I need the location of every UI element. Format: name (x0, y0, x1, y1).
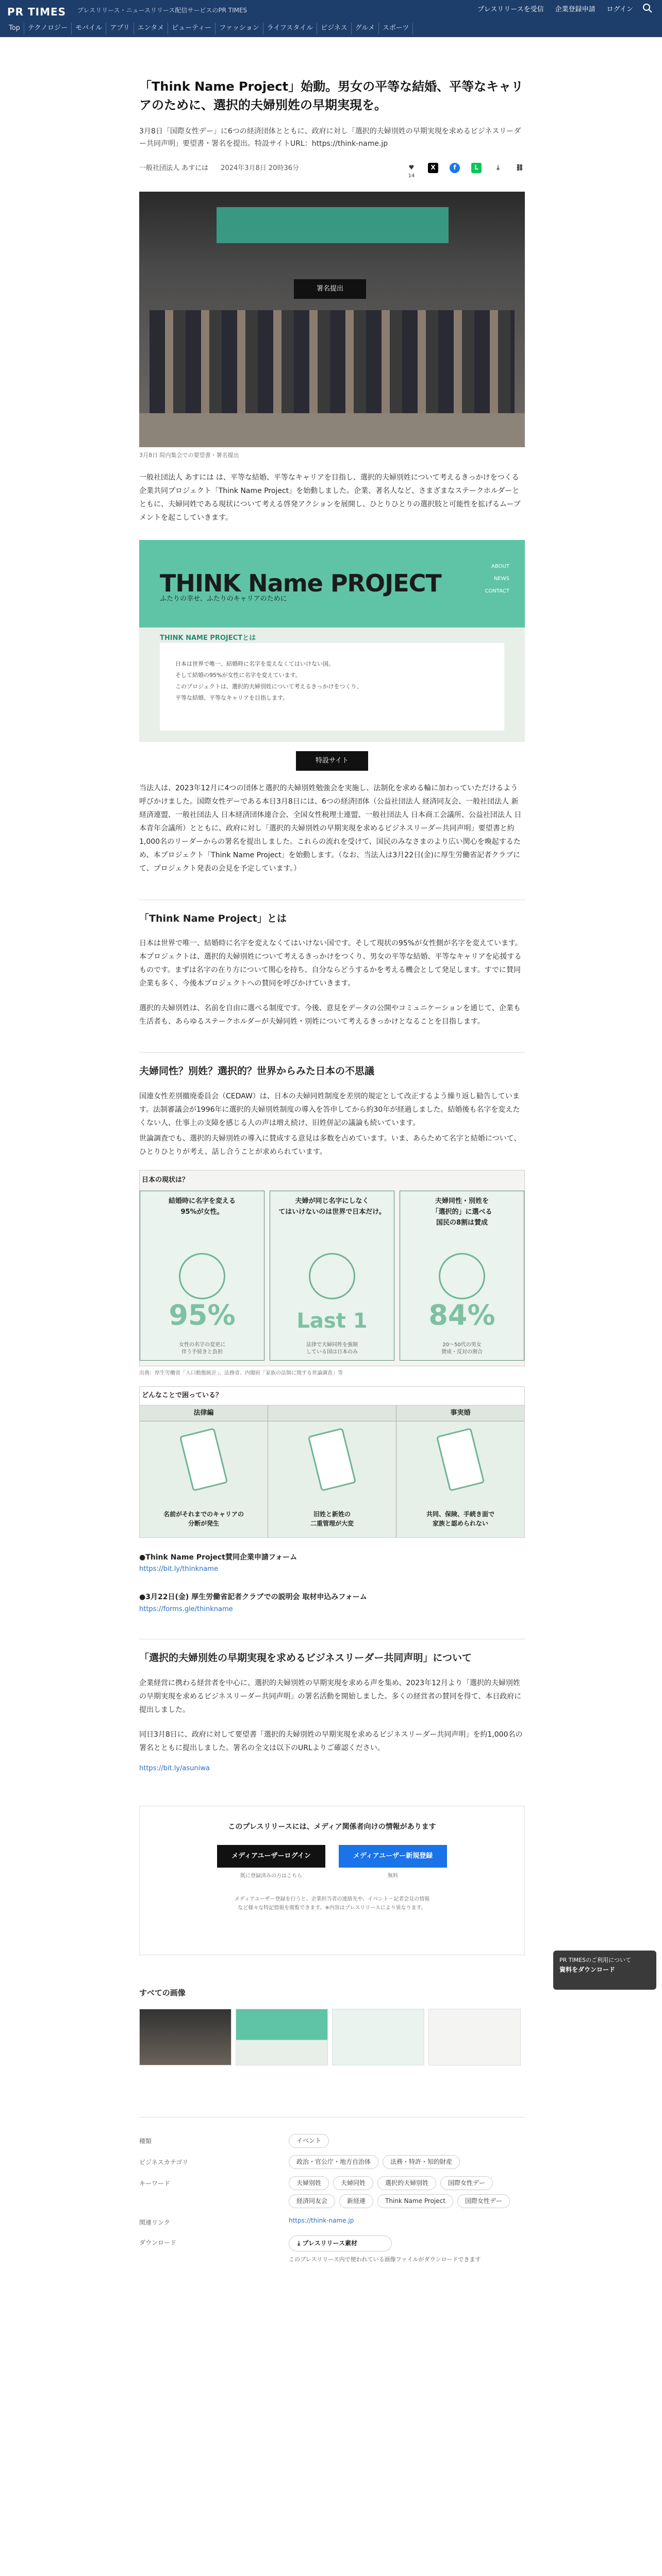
keyword-tag[interactable]: 選択的夫婦別姓 (377, 2176, 436, 2190)
photo-caption: 3月8日 院内集会での要望書・署名提出 (139, 451, 239, 459)
media-box-title: このプレスリリースには、メディア関係者向けの情報があります (228, 1823, 436, 1832)
problem-label: 旧姓と新姓の 二重管理が大変 (310, 1510, 354, 1527)
press-conference-label: ●3月22日(金) 厚生労働省記者クラブでの説明会 取材申込みフォーム (139, 1593, 367, 1602)
media-login-button[interactable]: メディアユーザーログイン (217, 1845, 325, 1868)
background-paragraph: 当法人は、2023年12月に4つの団体と選択的夫婦別姓勉強会を実施し、法制化を求める輪に加わっていただけるよう呼びかけました。国際女性デーである本日3月8日には、6つの経済団体（公益社団法人 経済同友会、一般社団法人 新経済連盟、一般社団法人 日本経済団体連合会、全国女性税理士連盟、一般社団法人 日本商工会議所、公益社団法人 日本青年会議所）とともに、政府に対し「選択的夫婦別姓の早期実現を求めるビジネスリーダー共同声明」要望書と約1,000名のリーダーからの署名を提出しました。これらの流れを受けて、国民のみなさまのより広い関心を喚起するため、本プロジェクト「Think Name Project」を始動します。（なお、当法人は3月22日(金)に厚生労働省記者クラブにて、プロジェクト発表の会見を予定しています。） (139, 784, 522, 873)
share-bar (406, 163, 525, 179)
pie-icon (439, 1253, 485, 1299)
status-infographic[interactable] (139, 1170, 525, 1366)
x-share-icon[interactable]: X (428, 163, 438, 173)
media-register-button[interactable]: メディアユーザー新規登録 (339, 1845, 447, 1868)
infographic-cards (140, 1191, 524, 1366)
media-register-note: 無料 (388, 1873, 398, 1879)
nav-business[interactable]: ビジネス (317, 23, 352, 35)
insurance-card-illustration-icon (436, 1428, 485, 1492)
stat-card-head: 夫婦同性・別姓を 「選択的」に選べる 国民の8割は賛成 (432, 1197, 492, 1227)
photo-people (150, 310, 515, 413)
stat-card-support (400, 1191, 524, 1361)
nav-mobile[interactable]: モバイル (72, 23, 106, 35)
site-box-line: 平等な結婚、平等なキャリアを目指します。 (175, 694, 289, 702)
category-tag[interactable]: 法務・特許・知的財産 (383, 2155, 460, 2169)
stat-card-value: 84% (428, 1298, 495, 1331)
globe-icon (309, 1253, 355, 1299)
business-category-label: ビジネスカテゴリ (139, 2159, 189, 2166)
problem-column-head (268, 1405, 396, 1421)
problem-column (140, 1405, 268, 1537)
press-conference-link[interactable]: https://forms.gle/thinkname (139, 1605, 233, 1613)
problem-label: 名前がそれまでのキャリアの 分断が発生 (163, 1510, 244, 1527)
type-row (139, 2134, 525, 2148)
site-box-line: そして結婚の95%が女性に名字を変えています。 (175, 672, 301, 679)
site-box-title: THINK NAME PROJECTとは (160, 634, 256, 642)
media-register-group (339, 1845, 447, 1881)
company-link[interactable]: 一般社団法人 あすには (139, 164, 209, 172)
stat-card-note: 20〜50代の男女 賛成・反対の割合 (441, 1342, 483, 1355)
stat-card-value: Last 1 (296, 1309, 368, 1333)
world-paragraph-2: 世論調査でも、選択的夫婦別姓の導入に賛成する意見は多数を占めています。いま、あらためて名字と結婚について、ひとりひとりが考え、話し合うことが求められています。 (139, 1134, 521, 1156)
problem-column (396, 1405, 524, 1537)
site-header (0, 0, 662, 37)
site-tagline-text: ふたりの幸せ、ふたりのキャリアのために (160, 595, 287, 603)
keyword-tag[interactable]: Think Name Project (377, 2194, 453, 2208)
download-icon[interactable]: ⤓ (496, 164, 500, 172)
stat-card-value: 95% (169, 1298, 236, 1331)
event-photo[interactable] (139, 192, 525, 447)
problem-label: 共同、保険、手続き面で 家族と認められない (426, 1510, 494, 1527)
site-box-line: 日本は世界で唯一、結婚時に名字を変えなくてはいけない国。 (175, 660, 334, 668)
stat-card-head: 夫婦が同じ名字にしなく てはいけないのは世界で日本だけ。 (278, 1197, 386, 1216)
stat-card-name-change (140, 1191, 264, 1361)
problem-column (268, 1405, 396, 1537)
press-material-download-button[interactable] (289, 2235, 392, 2251)
article-title: 「Think Name Project」始動。男女の平等な結婚、平等なキャリアのために、選択的夫婦別姓の早期実現を。 (139, 79, 524, 112)
keyword-tag[interactable]: 夫婦同姓 (333, 2176, 373, 2190)
stat-card-head: 結婚時に名字を変える 95%が女性。 (168, 1197, 236, 1216)
stat-card-note: 女性の名字の変更に 伴う手続きと負担 (179, 1342, 225, 1355)
section-heading-world: 夫婦同性？別姓？選択的？世界からみた日本の不思議 (139, 1052, 525, 1079)
infographic-source: 出典：厚生労働省「人口動態統計」、法務省、内閣府「家族の法制に関する世論調査」等 (139, 1370, 343, 1377)
document-illustration-icon (308, 1428, 357, 1492)
petition-link[interactable]: https://bit.ly/asuniwa (139, 1765, 210, 1773)
receive-press-link[interactable]: プレスリリースを受信 (477, 6, 544, 13)
form-link[interactable]: https://bit.ly/thinkname (139, 1565, 218, 1573)
share-count: 14 (408, 173, 415, 179)
nav-gourmet[interactable]: グルメ (352, 23, 379, 35)
nav-top[interactable]: Top (5, 23, 24, 35)
download-icon: ⤓ (297, 2240, 303, 2247)
photo-sign: 署名提出 (294, 279, 366, 299)
keyword-tag[interactable]: 新経連 (339, 2194, 373, 2208)
article (139, 77, 525, 2265)
world-paragraph: 国連女性差別撤廃委員会（CEDAW）は、日本の夫婦同姓制度を差別的規定として改正するよう繰り返し勧告しています。法制審議会が1996年に選択的夫婦別姓制度の導入を答申してから約30年が経過しました。結婚後も名字を変えたくない人、仕事上の支障を感じる人の声は増え続け、旧姓併記の議論も続いています。 (139, 1092, 520, 1127)
publish-date: 2024年3月8日 20時36分 (221, 164, 299, 172)
infographic-title: 日本の現状は？ (142, 1176, 189, 1184)
like-button[interactable] (406, 163, 417, 179)
nav-fashion[interactable]: ファッション (216, 23, 263, 35)
facebook-share-icon[interactable]: f (450, 163, 460, 173)
media-login-group (217, 1845, 325, 1881)
floating-download-banner[interactable] (553, 1951, 656, 1990)
site-nav (485, 561, 509, 598)
category-tag[interactable]: 政治・官公庁・地方自治体 (289, 2155, 378, 2169)
type-label: 種類 (139, 2138, 152, 2145)
nav-beauty[interactable]: ビューティー (168, 23, 216, 35)
release-details (139, 2117, 525, 2264)
line-share-icon[interactable]: L (471, 163, 482, 173)
related-link-label: 関連リンク (139, 2219, 170, 2227)
nav-sports[interactable]: スポーツ (379, 23, 413, 35)
media-box-text: メディアユーザー登録を行うと、企業担当者の連絡先や、イベント・記者会見の情報など様々な特記情報を閲覧できます。※内容はプレスリリースにより異なります。 (234, 1896, 430, 1911)
keyword-label: キーワード (139, 2180, 171, 2188)
link-copy-icon[interactable]: ⛓ (516, 164, 524, 172)
image-thumbnail[interactable] (332, 2009, 424, 2065)
site-nav-about: ABOUT (491, 564, 509, 570)
header-links (477, 4, 633, 16)
company-register-link[interactable]: 企業登録申請 (555, 6, 595, 13)
stat-card-note: 法律で夫婦同姓を強制 している国は日本のみ (306, 1342, 358, 1355)
nav-technology[interactable]: テクノロジー (24, 23, 72, 35)
site-tagline: プレスリリース・ニュースリリース配信サービスのPR TIMES (77, 7, 247, 14)
article-subtitle: 3月8日「国際女性デー」に6つの経済団体とともに、政府に対し「選択的夫婦別姓の早期実現を求めるビジネスリーダー共同声明」要望書・署名を提出。特設サイトURL：https://think-name.jp (139, 127, 521, 148)
image-thumbnail[interactable] (139, 2009, 231, 2065)
login-link[interactable]: ログイン (606, 6, 633, 13)
floating-banner-line1: PR TIMESのご利用について (559, 1957, 631, 1963)
all-images-title: すべての画像 (139, 1988, 186, 1998)
image-thumbnail[interactable] (236, 2009, 328, 2065)
keyword-tag[interactable]: 国際女性デー (457, 2194, 510, 2208)
statement-paragraph: 企業経営に携わる経営者を中心に、選択的夫婦別姓の早期実現を求める声を集め、2023年12月より「選択的夫婦別姓の早期実現を求めるビジネスリーダー共同声明」の署名活動を開始しました。多くの経営者の賛同を得て、本日政府に提出しました。 (139, 1679, 522, 1714)
article-meta (139, 163, 525, 179)
form-label: ●Think Name Project賛同企業申請フォーム (139, 1553, 297, 1562)
statement-paragraph-2: 同日3月8日に、政府に対して要望書「選択的夫婦別姓の早期実現を求めるビジネスリーダー共同声明」を約1,000名の署名とともに提出しました。署名の全文は以下のURLよりご確認ください。 (139, 1730, 523, 1752)
think-name-site-image[interactable] (139, 540, 525, 742)
card-illustration-icon (179, 1428, 228, 1492)
photo-floor (139, 413, 525, 447)
type-tag[interactable]: イベント (289, 2134, 329, 2148)
floating-banner-line2: 資料をダウンロード (559, 1965, 616, 1973)
problems-table-image[interactable] (139, 1386, 525, 1538)
site-title: THINK Name PROJECT (160, 569, 441, 598)
about-paragraph-2: 選択的夫婦別姓は、名前を自由に選べる制度です。今後、意見をデータの公開やコミュニケーションを通じて、企業も生活者も、あらゆるステークホルダーが夫婦同姓・別姓について考えるきっかけとなることを目指します。 (139, 1004, 521, 1026)
business-category-row (139, 2155, 525, 2169)
heart-icon: ♥ (408, 164, 415, 172)
download-note: このプレスリリース内で使われている画像ファイルがダウンロードできます (289, 2256, 481, 2263)
search-icon[interactable] (642, 3, 653, 13)
media-login-note: 既に登録済みの方はこちら (240, 1873, 302, 1879)
keyword-row (139, 2176, 525, 2208)
image-thumbnails (139, 2009, 525, 2065)
site-nav-news: NEWS (493, 576, 509, 582)
intro-paragraph: 一般社団法人 あすには は、平等な結婚、平等なキャリアを目指し、選択的夫婦別姓について考えるきっかけをつくる企業共同プロジェクト「Think Name Project」を始動しました。企業、著名人など、さまざまなステークホルダーとともに、夫婦同姓である現状について考える啓発アクションを展開し、ひとりひとりの選択肢と可能性を拡げるムーブメントを起こしていきます。 (139, 473, 521, 522)
download-label: ダウンロード (139, 2239, 177, 2247)
download-row (139, 2235, 525, 2264)
nav-lifestyle[interactable]: ライフスタイル (263, 23, 317, 35)
stat-card-world (270, 1191, 394, 1361)
media-buttons (140, 1845, 524, 1881)
prtimes-logo[interactable]: PR TIMES (7, 6, 67, 18)
section-heading-about: 「Think Name Project」とは (139, 900, 525, 926)
media-user-box (139, 1806, 525, 1955)
site-box-line: このプロジェクトは、選択的夫婦別姓について考えるきっかけをつくり、 (175, 683, 362, 690)
keyword-tag[interactable]: 経済同友会 (289, 2194, 335, 2208)
problems-title: どんなことで困っている？ (140, 1387, 524, 1405)
category-nav (5, 23, 413, 35)
related-link-row (139, 2215, 525, 2228)
photo-banner (217, 207, 449, 243)
related-link[interactable]: https://think-name.jp (289, 2217, 354, 2225)
keyword-tag[interactable]: 夫婦別姓 (289, 2176, 329, 2190)
problem-column-head: 事実婚 (396, 1405, 524, 1421)
download-button-label: プレスリリース素材 (302, 2240, 358, 2247)
section-heading-statement: 「選択的夫婦別姓の早期実現を求めるビジネスリーダー共同声明」について (139, 1639, 525, 1666)
image-thumbnail[interactable] (428, 2009, 521, 2065)
problem-column-head: 法律編 (140, 1405, 268, 1421)
all-images-section (139, 1986, 525, 2065)
about-paragraph: 日本は世界で唯一、結婚時に名字を変えなくてはいけない国です。そして現状の95%が女性側が名字を変えています。本プロジェクトは、選択的夫婦別姓について考えるきっかけをつくり、男女の平等な結婚、平等なキャリアを応援するものです。まずは名字の在り方について関心を持ち、自分ならどうするかを考える機会として発足します。すでに賛同企業も多く、今後本プロジェクトへの賛同を呼びかけていきます。 (139, 939, 522, 988)
nav-app[interactable]: アプリ (106, 23, 134, 35)
site-nav-contact: CONTACT (485, 588, 509, 595)
special-site-button[interactable]: 特設サイト (296, 751, 368, 771)
site-box-text (175, 658, 362, 704)
nav-entertainment[interactable]: エンタメ (134, 23, 168, 35)
problems-columns (140, 1405, 524, 1537)
keyword-tag[interactable]: 国際女性デー (440, 2176, 493, 2190)
person-icon (179, 1253, 225, 1299)
